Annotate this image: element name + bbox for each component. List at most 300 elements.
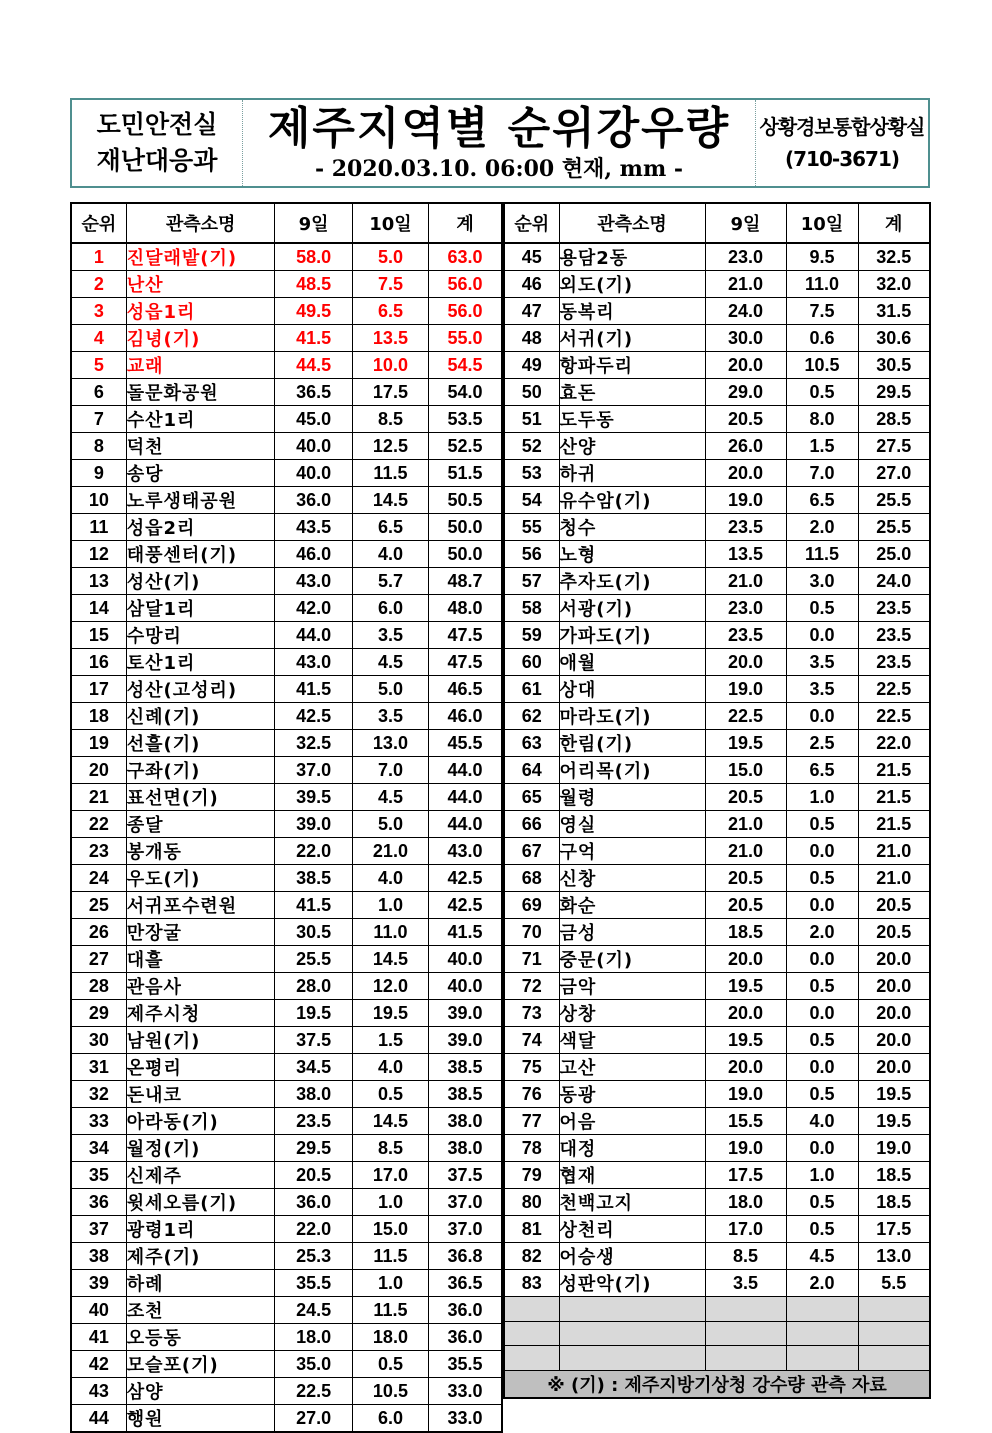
total-cell: 54.0 <box>429 379 502 406</box>
day10-cell: 21.0 <box>352 838 428 865</box>
rank-cell: 25 <box>71 892 126 919</box>
day9-cell: 21.0 <box>705 838 786 865</box>
contact-office: 상황경보통합상황실 <box>759 115 925 139</box>
station-name-cell: 동광 <box>559 1081 705 1108</box>
table-row <box>71 973 502 1000</box>
table-row <box>504 1243 930 1270</box>
total-cell: 46.5 <box>429 676 502 703</box>
station-name-cell: 어음 <box>559 1108 705 1135</box>
contact-box <box>755 100 928 186</box>
col-day10: 10일 <box>786 203 858 243</box>
total-cell: 36.0 <box>429 1297 502 1324</box>
total-cell: 21.5 <box>858 757 930 784</box>
rank-cell: 8 <box>71 433 126 460</box>
day10-cell: 15.0 <box>352 1216 428 1243</box>
station-name-cell: 청수 <box>559 514 705 541</box>
day10-cell: 6.0 <box>352 1405 428 1433</box>
day10-cell: 2.0 <box>786 919 858 946</box>
total-cell: 19.5 <box>858 1108 930 1135</box>
total-cell: 25.0 <box>858 541 930 568</box>
rank-cell: 76 <box>504 1081 559 1108</box>
total-cell: 22.5 <box>858 703 930 730</box>
empty-cell <box>858 1346 930 1371</box>
total-cell: 27.0 <box>858 460 930 487</box>
table-row <box>71 919 502 946</box>
total-cell: 24.0 <box>858 568 930 595</box>
total-cell: 43.0 <box>429 838 502 865</box>
day9-cell: 22.5 <box>705 703 786 730</box>
day10-cell: 13.5 <box>352 325 428 352</box>
table-row <box>504 1189 930 1216</box>
station-name-cell: 신례(기) <box>126 703 275 730</box>
rank-cell: 50 <box>504 379 559 406</box>
day10-cell: 3.5 <box>352 622 428 649</box>
day10-cell: 10.5 <box>352 1378 428 1405</box>
day9-cell: 30.0 <box>705 325 786 352</box>
table-row <box>71 1216 502 1243</box>
empty-cell <box>504 1297 559 1322</box>
empty-cell <box>858 1321 930 1346</box>
station-name-cell: 덕천 <box>126 433 275 460</box>
rank-cell: 58 <box>504 595 559 622</box>
day10-cell: 11.5 <box>352 460 428 487</box>
day9-cell: 20.5 <box>705 892 786 919</box>
day9-cell: 19.5 <box>275 1000 352 1027</box>
station-name-cell: 산양 <box>559 433 705 460</box>
total-cell: 20.0 <box>858 1027 930 1054</box>
total-cell: 20.5 <box>858 919 930 946</box>
day9-cell: 23.5 <box>705 514 786 541</box>
total-cell: 51.5 <box>429 460 502 487</box>
empty-cell <box>786 1346 858 1371</box>
station-name-cell: 선흘(기) <box>126 730 275 757</box>
total-cell: 23.5 <box>858 595 930 622</box>
day9-cell: 41.5 <box>275 892 352 919</box>
station-name-cell: 표선면(기) <box>126 784 275 811</box>
day10-cell: 14.5 <box>352 487 428 514</box>
table-row <box>504 460 930 487</box>
rank-cell: 81 <box>504 1216 559 1243</box>
table-row <box>71 1000 502 1027</box>
table-row <box>71 487 502 514</box>
day9-cell: 41.5 <box>275 325 352 352</box>
day10-cell: 1.0 <box>352 1270 428 1297</box>
day9-cell: 20.0 <box>705 649 786 676</box>
station-name-cell: 봉개동 <box>126 838 275 865</box>
table-row <box>504 1027 930 1054</box>
day10-cell: 17.5 <box>352 379 428 406</box>
empty-cell <box>504 1321 559 1346</box>
station-name-cell: 제주시청 <box>126 1000 275 1027</box>
day9-cell: 8.5 <box>705 1243 786 1270</box>
col-total: 계 <box>858 203 930 243</box>
station-name-cell: 서귀(기) <box>559 325 705 352</box>
day9-cell: 32.5 <box>275 730 352 757</box>
total-cell: 38.0 <box>429 1135 502 1162</box>
table-row <box>504 541 930 568</box>
rank-cell: 16 <box>71 649 126 676</box>
total-cell: 50.5 <box>429 487 502 514</box>
rank-cell: 17 <box>71 676 126 703</box>
rank-cell: 71 <box>504 946 559 973</box>
day9-cell: 39.5 <box>275 784 352 811</box>
table-row <box>504 649 930 676</box>
empty-row <box>504 1297 930 1322</box>
station-name-cell: 성산(고성리) <box>126 676 275 703</box>
day9-cell: 42.0 <box>275 595 352 622</box>
day10-cell: 2.0 <box>786 1270 858 1297</box>
day10-cell: 7.5 <box>786 298 858 325</box>
rank-cell: 49 <box>504 352 559 379</box>
day10-cell: 5.0 <box>352 676 428 703</box>
empty-cell <box>559 1297 705 1322</box>
day10-cell: 0.5 <box>786 1216 858 1243</box>
rank-cell: 23 <box>71 838 126 865</box>
day9-cell: 19.5 <box>705 973 786 1000</box>
table-row <box>504 811 930 838</box>
rank-cell: 35 <box>71 1162 126 1189</box>
day10-cell: 18.0 <box>352 1324 428 1351</box>
table-row <box>504 730 930 757</box>
total-cell: 40.0 <box>429 946 502 973</box>
day10-cell: 0.5 <box>352 1081 428 1108</box>
footnote-row <box>504 1370 930 1398</box>
day9-cell: 20.5 <box>275 1162 352 1189</box>
station-name-cell: 윗세오름(기) <box>126 1189 275 1216</box>
table-row <box>504 865 930 892</box>
total-cell: 25.5 <box>858 514 930 541</box>
table-row <box>71 1405 502 1433</box>
table-row <box>71 1351 502 1378</box>
rank-cell: 57 <box>504 568 559 595</box>
station-name-cell: 한림(기) <box>559 730 705 757</box>
day9-cell: 46.0 <box>275 541 352 568</box>
day10-cell: 0.5 <box>786 865 858 892</box>
day10-cell: 4.5 <box>786 1243 858 1270</box>
day10-cell: 3.5 <box>786 649 858 676</box>
total-cell: 29.5 <box>858 379 930 406</box>
day10-cell: 6.5 <box>786 487 858 514</box>
day10-cell: 6.5 <box>786 757 858 784</box>
table-row <box>71 406 502 433</box>
day10-cell: 3.5 <box>352 703 428 730</box>
day9-cell: 20.0 <box>705 1000 786 1027</box>
station-name-cell: 월정(기) <box>126 1135 275 1162</box>
total-cell: 42.5 <box>429 892 502 919</box>
rank-cell: 33 <box>71 1108 126 1135</box>
day10-cell: 12.5 <box>352 433 428 460</box>
total-cell: 22.5 <box>858 676 930 703</box>
rank-cell: 66 <box>504 811 559 838</box>
total-cell: 20.0 <box>858 946 930 973</box>
station-name-cell: 삼양 <box>126 1378 275 1405</box>
day9-cell: 20.0 <box>705 946 786 973</box>
empty-cell <box>504 1346 559 1371</box>
day9-cell: 24.5 <box>275 1297 352 1324</box>
total-cell: 20.0 <box>858 1054 930 1081</box>
day9-cell: 15.5 <box>705 1108 786 1135</box>
total-cell: 23.5 <box>858 649 930 676</box>
rank-cell: 64 <box>504 757 559 784</box>
rank-cell: 38 <box>71 1243 126 1270</box>
day10-cell: 0.5 <box>786 1189 858 1216</box>
rank-cell: 72 <box>504 973 559 1000</box>
day10-cell: 10.5 <box>786 352 858 379</box>
day9-cell: 19.5 <box>705 1027 786 1054</box>
table-row <box>504 892 930 919</box>
table-row <box>71 541 502 568</box>
station-name-cell: 영실 <box>559 811 705 838</box>
station-name-cell: 진달래밭(기) <box>126 243 275 271</box>
day9-cell: 20.0 <box>705 352 786 379</box>
title-box <box>243 100 755 186</box>
total-cell: 39.0 <box>429 1000 502 1027</box>
total-cell: 47.5 <box>429 649 502 676</box>
col-rank: 순위 <box>71 203 126 243</box>
total-cell: 36.8 <box>429 1243 502 1270</box>
day9-cell: 28.0 <box>275 973 352 1000</box>
total-cell: 22.0 <box>858 730 930 757</box>
rank-cell: 62 <box>504 703 559 730</box>
rank-cell: 40 <box>71 1297 126 1324</box>
station-name-cell: 용담2동 <box>559 243 705 271</box>
table-row <box>504 1081 930 1108</box>
total-cell: 52.5 <box>429 433 502 460</box>
rank-cell: 4 <box>71 325 126 352</box>
rank-cell: 44 <box>71 1405 126 1433</box>
total-cell: 30.5 <box>858 352 930 379</box>
station-name-cell: 성산(기) <box>126 568 275 595</box>
table-row <box>504 1054 930 1081</box>
table-row <box>71 865 502 892</box>
total-cell: 39.0 <box>429 1027 502 1054</box>
station-name-cell: 하귀 <box>559 460 705 487</box>
day10-cell: 0.5 <box>786 973 858 1000</box>
total-cell: 33.0 <box>429 1405 502 1433</box>
rank-cell: 5 <box>71 352 126 379</box>
col-day9: 9일 <box>705 203 786 243</box>
rank-cell: 63 <box>504 730 559 757</box>
station-name-cell: 어리목(기) <box>559 757 705 784</box>
day9-cell: 43.0 <box>275 568 352 595</box>
empty-cell <box>559 1346 705 1371</box>
station-name-cell: 효돈 <box>559 379 705 406</box>
day9-cell: 23.5 <box>275 1108 352 1135</box>
station-name-cell: 외도(기) <box>559 271 705 298</box>
total-cell: 5.5 <box>858 1270 930 1297</box>
day10-cell: 7.0 <box>786 460 858 487</box>
rank-cell: 52 <box>504 433 559 460</box>
table-row <box>71 1027 502 1054</box>
total-cell: 50.0 <box>429 541 502 568</box>
day10-cell: 11.0 <box>786 271 858 298</box>
station-name-cell: 돌문화공원 <box>126 379 275 406</box>
total-cell: 19.5 <box>858 1081 930 1108</box>
rank-cell: 56 <box>504 541 559 568</box>
department-line1: 도민안전실 <box>96 110 218 139</box>
rank-cell: 41 <box>71 1324 126 1351</box>
total-cell: 13.0 <box>858 1243 930 1270</box>
table-row <box>71 946 502 973</box>
col-station: 관측소명 <box>559 203 705 243</box>
day10-cell: 4.5 <box>352 784 428 811</box>
table-row <box>504 298 930 325</box>
station-name-cell: 서광(기) <box>559 595 705 622</box>
day9-cell: 30.5 <box>275 919 352 946</box>
day9-cell: 20.0 <box>705 460 786 487</box>
day10-cell: 13.0 <box>352 730 428 757</box>
rank-cell: 3 <box>71 298 126 325</box>
day10-cell: 14.5 <box>352 946 428 973</box>
total-cell: 48.0 <box>429 595 502 622</box>
rainfall-table-left <box>70 202 503 1433</box>
total-cell: 38.0 <box>429 1108 502 1135</box>
day9-cell: 19.0 <box>705 487 786 514</box>
table-row <box>71 298 502 325</box>
day10-cell: 0.6 <box>786 325 858 352</box>
day9-cell: 21.0 <box>705 568 786 595</box>
day10-cell: 0.5 <box>786 379 858 406</box>
station-name-cell: 수망리 <box>126 622 275 649</box>
table-row <box>71 649 502 676</box>
rank-cell: 54 <box>504 487 559 514</box>
day9-cell: 20.5 <box>705 784 786 811</box>
day10-cell: 8.5 <box>352 406 428 433</box>
day10-cell: 2.5 <box>786 730 858 757</box>
station-name-cell: 신제주 <box>126 1162 275 1189</box>
rank-cell: 32 <box>71 1081 126 1108</box>
col-day9: 9일 <box>275 203 352 243</box>
station-name-cell: 도두동 <box>559 406 705 433</box>
day10-cell: 11.5 <box>352 1297 428 1324</box>
station-name-cell: 태풍센터(기) <box>126 541 275 568</box>
day9-cell: 34.5 <box>275 1054 352 1081</box>
day9-cell: 24.0 <box>705 298 786 325</box>
station-name-cell: 아라동(기) <box>126 1108 275 1135</box>
table-row <box>504 325 930 352</box>
rank-cell: 22 <box>71 811 126 838</box>
rank-cell: 29 <box>71 1000 126 1027</box>
table-row <box>71 568 502 595</box>
day10-cell: 0.5 <box>786 1027 858 1054</box>
rank-cell: 79 <box>504 1162 559 1189</box>
table-row <box>504 784 930 811</box>
station-name-cell: 구억 <box>559 838 705 865</box>
rank-cell: 12 <box>71 541 126 568</box>
table-row <box>71 595 502 622</box>
station-name-cell: 항파두리 <box>559 352 705 379</box>
day10-cell: 0.0 <box>786 838 858 865</box>
station-name-cell: 종달 <box>126 811 275 838</box>
table-row <box>71 1054 502 1081</box>
table-row <box>504 433 930 460</box>
station-name-cell: 수산1리 <box>126 406 275 433</box>
day9-cell: 17.5 <box>705 1162 786 1189</box>
day9-cell: 35.5 <box>275 1270 352 1297</box>
total-cell: 48.7 <box>429 568 502 595</box>
station-name-cell: 성읍2리 <box>126 514 275 541</box>
rank-cell: 82 <box>504 1243 559 1270</box>
day9-cell: 21.0 <box>705 811 786 838</box>
day9-cell: 18.0 <box>275 1324 352 1351</box>
day10-cell: 10.0 <box>352 352 428 379</box>
station-name-cell: 구좌(기) <box>126 757 275 784</box>
table-row <box>71 757 502 784</box>
day9-cell: 43.0 <box>275 649 352 676</box>
day10-cell: 17.0 <box>352 1162 428 1189</box>
station-name-cell: 행원 <box>126 1405 275 1433</box>
station-name-cell: 중문(기) <box>559 946 705 973</box>
empty-cell <box>858 1297 930 1322</box>
empty-cell <box>559 1321 705 1346</box>
total-cell: 40.0 <box>429 973 502 1000</box>
day9-cell: 19.0 <box>705 1135 786 1162</box>
day9-cell: 37.5 <box>275 1027 352 1054</box>
day10-cell: 0.0 <box>786 892 858 919</box>
station-name-cell: 금악 <box>559 973 705 1000</box>
table-row <box>71 676 502 703</box>
day9-cell: 36.0 <box>275 487 352 514</box>
total-cell: 28.5 <box>858 406 930 433</box>
day10-cell: 11.5 <box>786 541 858 568</box>
total-cell: 46.0 <box>429 703 502 730</box>
rank-cell: 83 <box>504 1270 559 1297</box>
station-name-cell: 광령1리 <box>126 1216 275 1243</box>
day9-cell: 21.0 <box>705 271 786 298</box>
total-cell: 37.5 <box>429 1162 502 1189</box>
footnote: ※ (기) : 제주지방기상청 강수량 관측 자료 <box>504 1370 930 1398</box>
total-cell: 38.5 <box>429 1081 502 1108</box>
rank-cell: 36 <box>71 1189 126 1216</box>
rank-cell: 10 <box>71 487 126 514</box>
station-name-cell: 마라도(기) <box>559 703 705 730</box>
rank-cell: 26 <box>71 919 126 946</box>
day9-cell: 58.0 <box>275 243 352 271</box>
day10-cell: 14.5 <box>352 1108 428 1135</box>
table-row <box>71 352 502 379</box>
station-name-cell: 조천 <box>126 1297 275 1324</box>
total-cell: 45.5 <box>429 730 502 757</box>
station-name-cell: 고산 <box>559 1054 705 1081</box>
total-cell: 50.0 <box>429 514 502 541</box>
day9-cell: 23.0 <box>705 595 786 622</box>
empty-cell <box>705 1321 786 1346</box>
day9-cell: 40.0 <box>275 433 352 460</box>
day9-cell: 49.5 <box>275 298 352 325</box>
day10-cell: 3.0 <box>786 568 858 595</box>
day10-cell: 9.5 <box>786 243 858 271</box>
table-row <box>71 730 502 757</box>
rank-cell: 7 <box>71 406 126 433</box>
total-cell: 21.5 <box>858 784 930 811</box>
total-cell: 38.5 <box>429 1054 502 1081</box>
department-line2: 재난대응과 <box>96 146 218 175</box>
table-row <box>504 1270 930 1297</box>
day9-cell: 45.0 <box>275 406 352 433</box>
station-name-cell: 천백고지 <box>559 1189 705 1216</box>
rank-cell: 59 <box>504 622 559 649</box>
total-cell: 56.0 <box>429 298 502 325</box>
total-cell: 21.0 <box>858 865 930 892</box>
day9-cell: 29.5 <box>275 1135 352 1162</box>
day10-cell: 4.0 <box>786 1108 858 1135</box>
day10-cell: 1.0 <box>786 1162 858 1189</box>
empty-row <box>504 1346 930 1371</box>
table-row <box>71 784 502 811</box>
day9-cell: 20.0 <box>705 1054 786 1081</box>
day9-cell: 37.0 <box>275 757 352 784</box>
total-cell: 17.5 <box>858 1216 930 1243</box>
